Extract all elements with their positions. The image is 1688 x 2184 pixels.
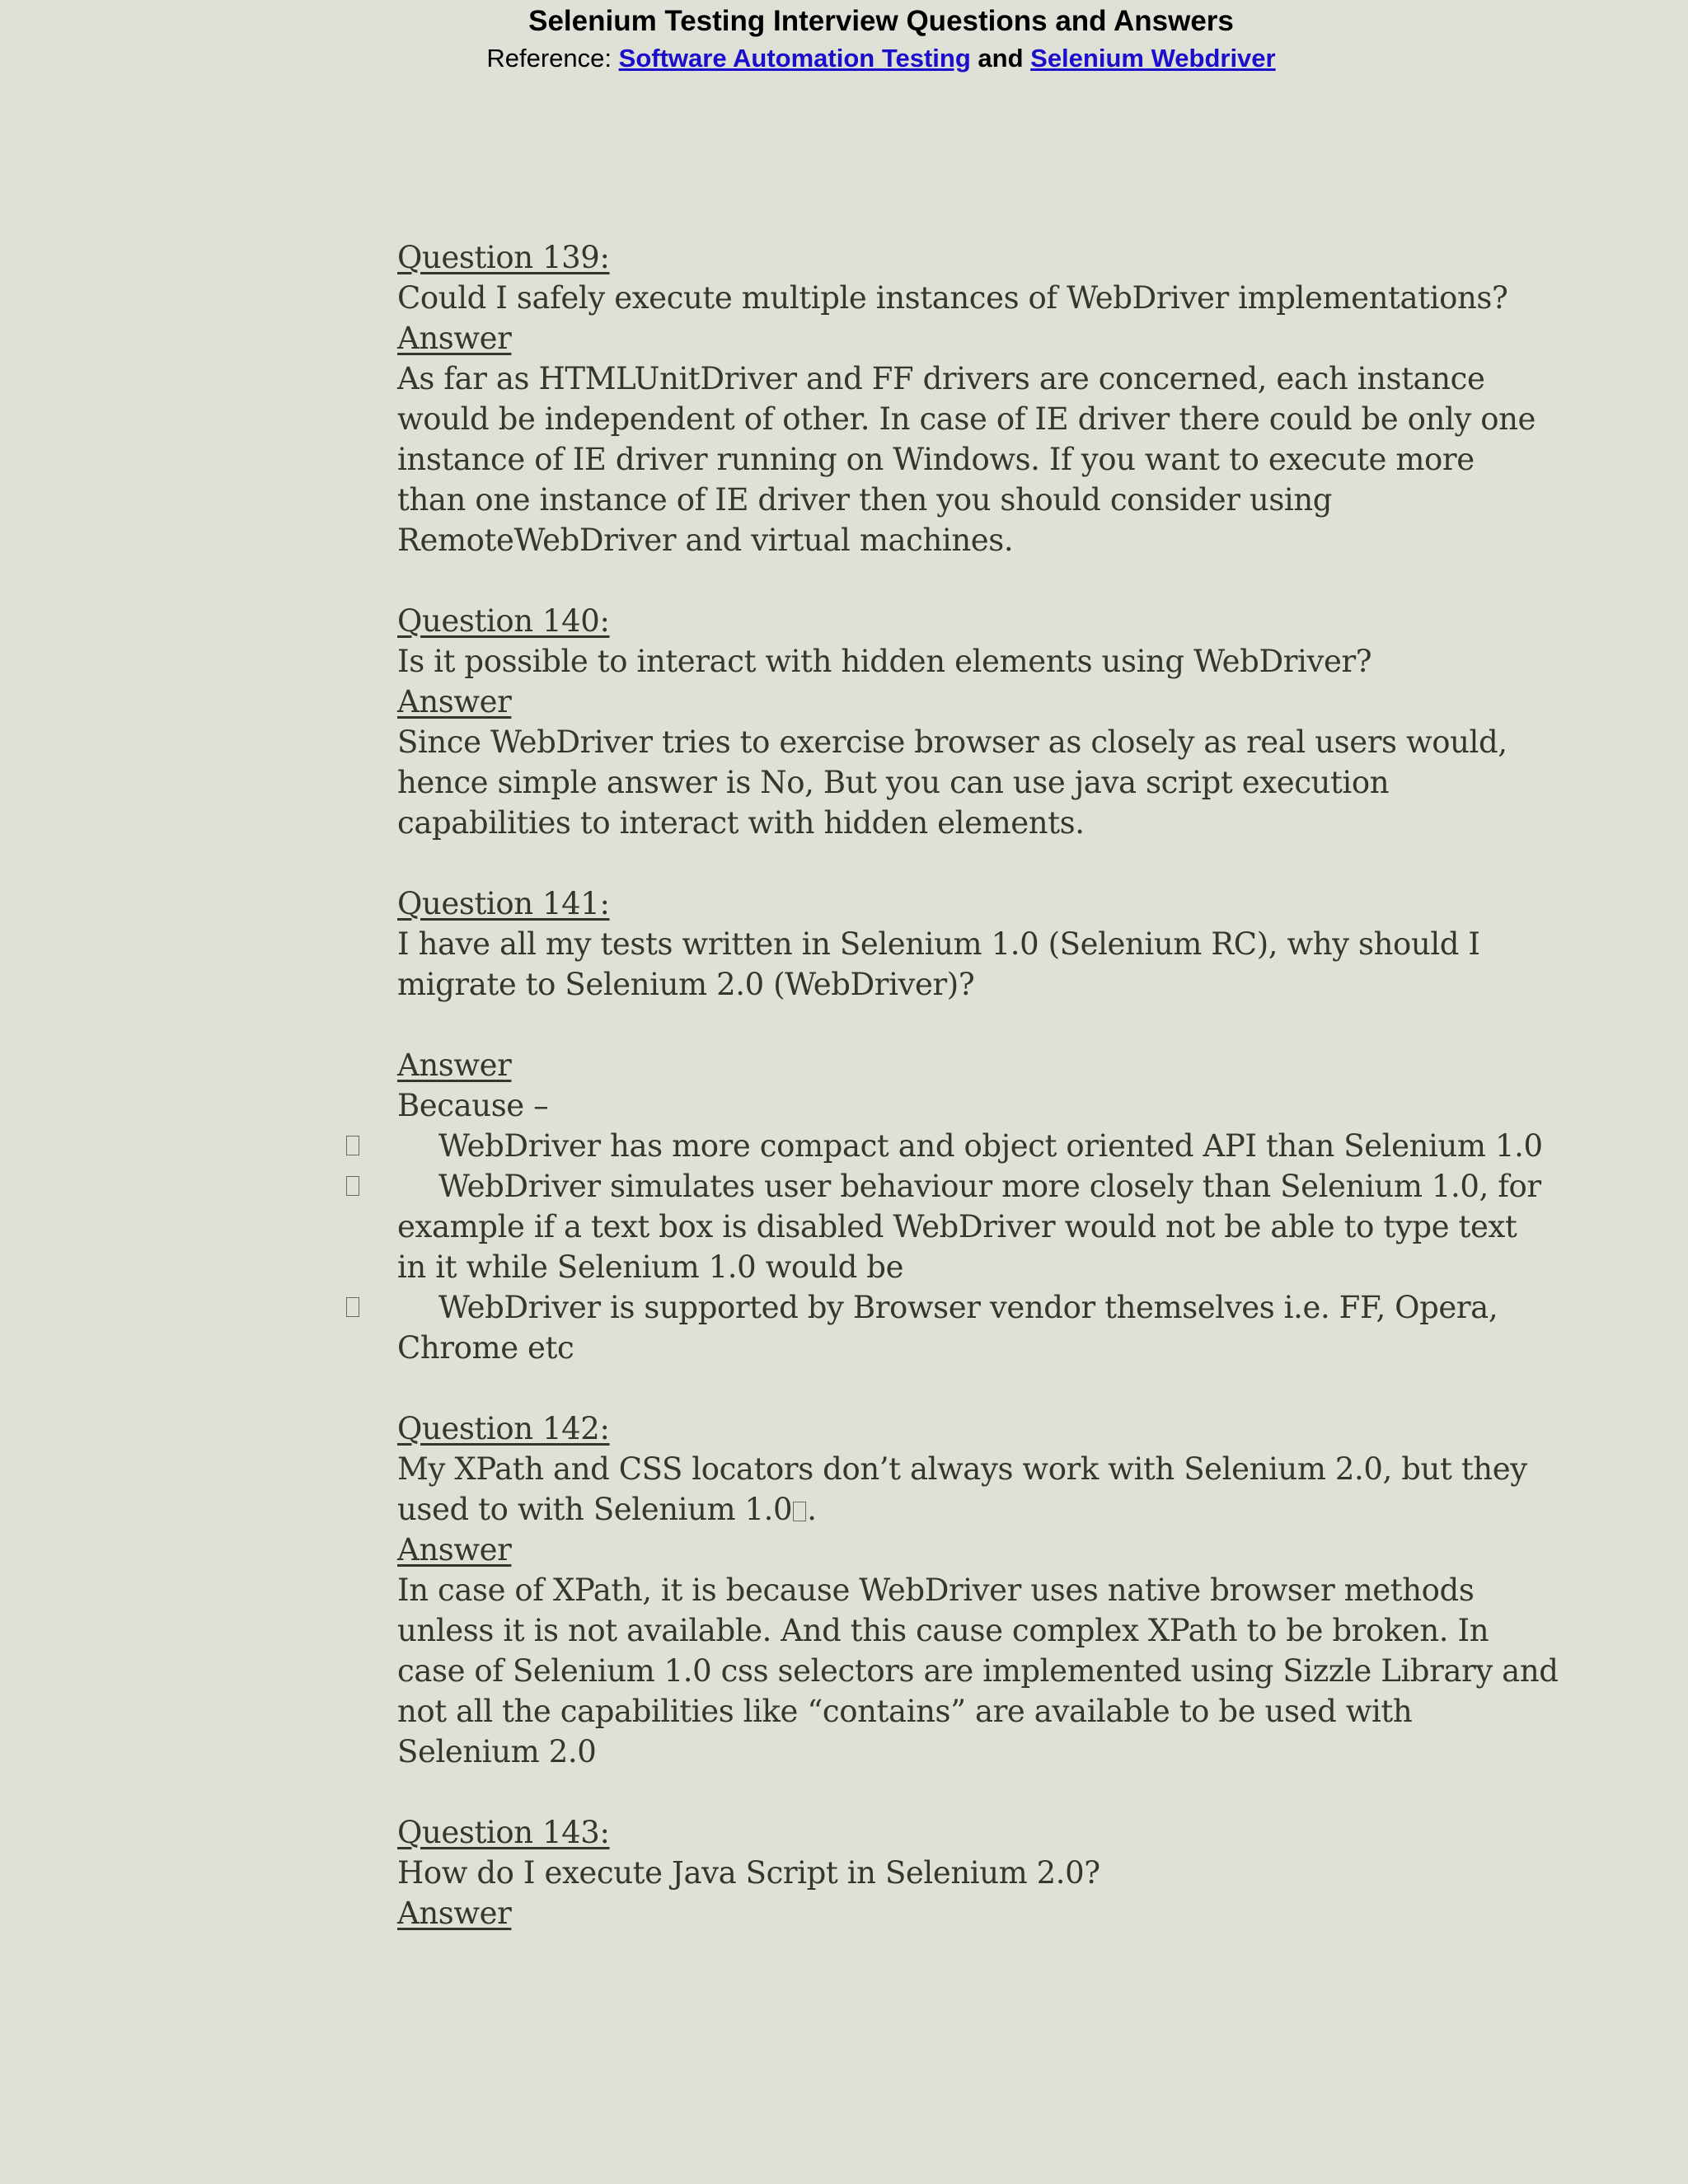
missing-glyph-bullet-icon [346, 1297, 359, 1317]
answer-139-line: As far as HTMLUnitDriver and FF drivers are concerned, each instance [397, 361, 1485, 396]
answer-142-line: case of Selenium 1.0 css selectors are implemented using Sizzle Library and [397, 1653, 1559, 1689]
answer-139-label: Answer [397, 321, 512, 356]
bullet-item [397, 1287, 1518, 1328]
answer-142-line: not all the capabilities like “contains” are available to be used with [397, 1694, 1413, 1729]
bullet-text: WebDriver simulates user behaviour more closely than Selenium 1.0, for [438, 1169, 1541, 1204]
answer-139-line: would be independent of other. In case of IE driver there could be only one [397, 401, 1536, 437]
answer-142-line: unless it is not available. And this cause complex XPath to be broken. In [397, 1613, 1489, 1648]
page-header [0, 2, 1688, 76]
missing-glyph-bullet-icon [346, 1176, 359, 1196]
bullet-text: WebDriver has more compact and object oriented API than Selenium 1.0 [438, 1128, 1543, 1164]
question-141-text: I have all my tests written in Selenium 1.0 (Selenium RC), why should I [397, 926, 1480, 962]
answer-142-label: Answer [397, 1532, 512, 1568]
answer-141-intro: Because – [397, 1088, 549, 1123]
question-140-text: Is it possible to interact with hidden elements using WebDriver? [397, 644, 1372, 679]
question-142-text-suffix: . [807, 1492, 817, 1527]
question-142-text: My XPath and CSS locators don’t always work with Selenium 2.0, but they [397, 1451, 1527, 1487]
answer-142-line: Selenium 2.0 [397, 1734, 597, 1769]
reference-label: Reference: [486, 44, 612, 73]
selenium-webdriver-link[interactable]: Selenium Webdriver [1030, 44, 1276, 73]
document-body [397, 237, 1559, 1933]
question-143-text: How do I execute Java Script in Selenium 2.0? [397, 1855, 1100, 1891]
question-142-text-prefix: used to with Selenium 1.0 [397, 1492, 793, 1527]
question-142-heading: Question 142: [397, 1411, 610, 1446]
answer-139-line: instance of IE driver running on Windows. If you want to execute more [397, 442, 1475, 477]
answer-143-label: Answer [397, 1896, 512, 1931]
question-139-text: Could I safely execute multiple instances of WebDriver implementations? [397, 280, 1508, 316]
answer-140-label: Answer [397, 684, 512, 719]
reference-and: and [978, 44, 1024, 73]
bullet-continuation: in it while Selenium 1.0 would be [397, 1249, 904, 1285]
question-140-heading: Question 140: [397, 603, 610, 639]
answer-139-line: than one instance of IE driver then you should consider using [397, 482, 1333, 518]
question-139-heading: Question 139: [397, 240, 610, 275]
answer-139-line: RemoteWebDriver and virtual machines. [397, 523, 1014, 558]
answer-141-label: Answer [397, 1047, 512, 1083]
answer-140-line: Since WebDriver tries to exercise browser as closely as real users would, [397, 724, 1507, 760]
missing-glyph-bullet-icon [346, 1136, 359, 1155]
bullet-continuation: example if a text box is disabled WebDriver would not be able to type text [397, 1209, 1517, 1244]
reference-line [74, 41, 1688, 76]
bullet-continuation: Chrome etc [397, 1330, 574, 1366]
missing-glyph-icon [793, 1502, 806, 1521]
answer-140-line: hence simple answer is No, But you can use java script execution [397, 765, 1390, 800]
question-141-heading: Question 141: [397, 886, 610, 921]
answer-142-line: In case of XPath, it is because WebDriver uses native browser methods [397, 1572, 1475, 1608]
bullet-item [397, 1126, 1543, 1166]
software-automation-testing-link[interactable]: Software Automation Testing [618, 44, 971, 73]
question-143-heading: Question 143: [397, 1815, 610, 1850]
bullet-text: WebDriver is supported by Browser vendor themselves i.e. FF, Opera, [438, 1290, 1498, 1325]
question-141-text: migrate to Selenium 2.0 (WebDriver)? [397, 967, 975, 1002]
document-title: Selenium Testing Interview Questions and Answers [528, 5, 1234, 37]
answer-140-line: capabilities to interact with hidden elements. [397, 805, 1085, 841]
question-142-text [397, 1489, 1518, 1530]
bullet-item [397, 1166, 1541, 1207]
